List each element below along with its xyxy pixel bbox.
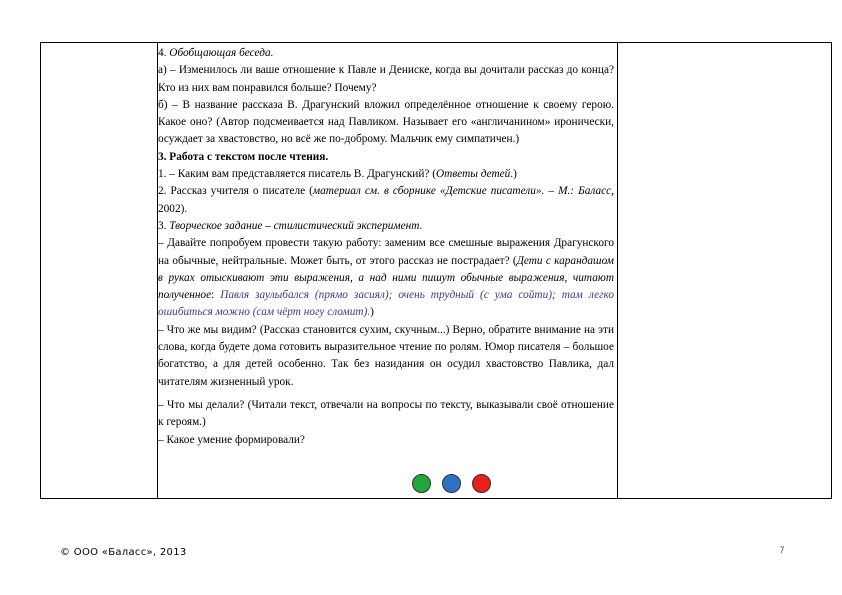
summary-question: – Что мы делали? (Читали текст, отвечали на вопросы по тексту, выказывали своё отношение к героям.) xyxy=(158,398,614,429)
question-a: а) – Изменилось ли ваше отношение к Павле и Дениске, когда вы дочитали рассказ до конца? Кто из них вам понравился больше? Почему? xyxy=(158,64,614,94)
section-3-heading: 3. Работа с текстом после чтения. xyxy=(158,150,329,163)
item-3: 3. Творческое задание – стилистический эксперимент. xyxy=(158,219,423,232)
example-phrases: Павля заулыбался (прямо засиял); очень трудный (с ума сойти); там легко ошибиться можно (сам чёрт ногу сломит). xyxy=(158,289,614,319)
item-1: 1. – Каким вам представляется писатель В. Драгунский? (Ответы детей.) xyxy=(158,168,517,181)
column-divider-right xyxy=(617,43,618,498)
lesson-table xyxy=(40,42,832,499)
creative-task-paragraph: – Давайте попробуем провести такую работу: заменим все смешные выражения Драгунского на обычные, нейтральные. Может быть, от этого рассказ не пострадает? (Дети с карандашом в руках отыскивают эти выражения, а над ними пишут обычные выражения, читают полученное: Павля заулыбался (прямо засиял); очень трудный (с ума сойти); там легко ошибиться можно (сам чёрт ногу сломит).) xyxy=(158,237,614,319)
red-circle xyxy=(472,474,491,493)
lesson-content-cell xyxy=(158,43,614,449)
page-number: 7 xyxy=(779,546,785,556)
copyright-footer: © ООО «Баласс», 2013 xyxy=(60,547,187,558)
green-circle xyxy=(412,474,431,493)
section-4-heading: 4. Обобщающая беседа. xyxy=(158,47,274,59)
blue-circle xyxy=(442,474,461,493)
item-2: 2. Рассказ учителя о писателе (материал см. в сборнике «Детские писатели». – М.: Баласс, 2002). xyxy=(158,185,614,215)
question-b: б) – В название рассказа В. Драгунский вложил определённое отношение к своему герою. Какое оно? (Автор подсмеивается над Павликом. Называет его «англичанином» иронически, осуждает за хвастовство, но всё же по-доброму. Мальчик ему симпатичен.) xyxy=(158,98,614,146)
discussion-paragraph: – Что же мы видим? (Рассказ становится сухим, скучным...) Верно, обратите внимание на эти слова, когда будете дома готовить выразительное чтение по ролям. Юмор писателя – большое богатство, а для детей особенно. Так без назидания он осудил хвастовство Павлика, дал читателям жизненный урок. xyxy=(158,323,614,388)
skill-question: – Какое умение формировали? xyxy=(158,433,305,446)
